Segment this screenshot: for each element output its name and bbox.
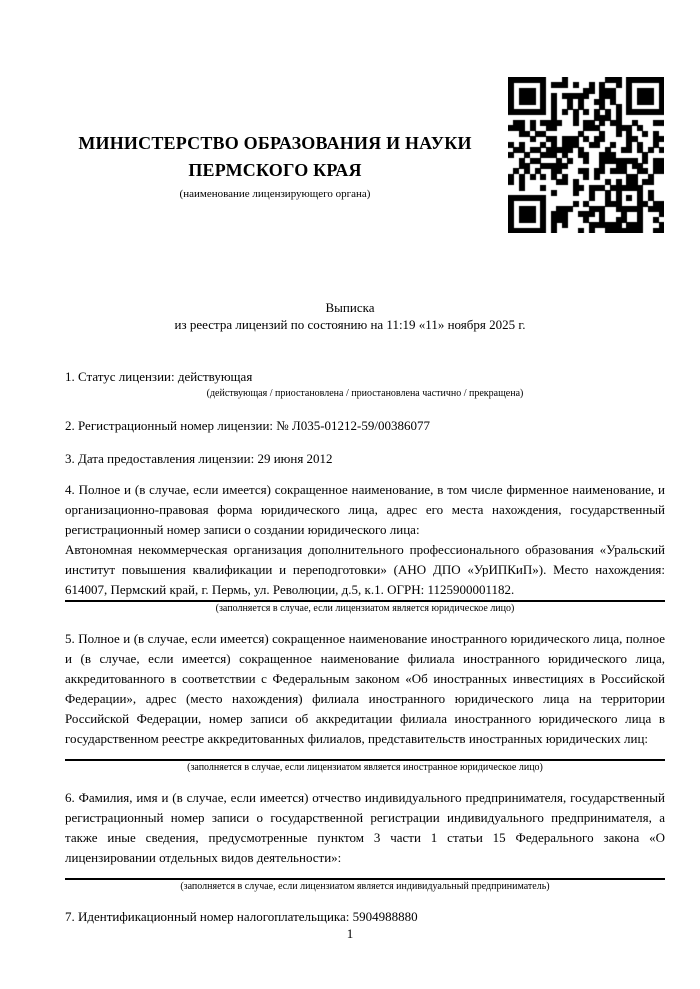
field-individual-entrepreneur-caption: (заполняется в случае, если лицензиатом является индивидуальный предприниматель) — [180, 881, 550, 892]
document-title-line2: из реестра лицензий по состоянию на 11:19 «11» ноября 2025 г. — [174, 317, 526, 332]
field-legal-entity-value: Автономная некоммерческая организация дополнительного профессионального образования «Уральский институт повышения квалификации и переподготовки» (АНО ДПО «УрИПКиП»). Место нахождения: 614007, Пермский край, г. Пермь, ул. Революции, д.5, к.1. ОГРН: 1125900001182. — [65, 542, 665, 597]
field-foreign-entity-text: 5. Полное и (в случае, если имеется) сокращенное наименование иностранного юридического лица, полное и (в случае, если имеется) сокращенное наименование филиала иностранного юридического лица, аккредитованного в соответствии с Федеральным законом «Об иностранных инвестициях в Российской Федерации», адрес (место нахождения) филиала иностранного юридического лица на территории Российской Федерации, номер записи об аккредитации филиала иностранного юридического лица в государственном реестре аккредитованных филиалов, представительств иностранных юридических лиц: — [65, 631, 665, 746]
field-registration-number — [65, 416, 665, 436]
field-individual-entrepreneur — [65, 788, 665, 893]
blank-field-space — [65, 749, 665, 759]
licensing-authority-block — [65, 77, 485, 201]
ministry-name-line2: ПЕРМСКОГО КРАЯ — [188, 160, 362, 180]
field-grant-date-text: 3. Дата предоставления лицензии: 29 июня 2012 — [65, 451, 333, 466]
blank-field-space — [65, 868, 665, 878]
letterhead — [0, 0, 700, 233]
field-license-status-caption: (действующая / приостановлена / приостановлена частично / прекращена) — [206, 388, 524, 399]
field-legal-entity-caption: (заполняется в случае, если лицензиатом является юридическое лицо) — [215, 603, 515, 614]
field-license-status-text: 1. Статус лицензии: действующая — [65, 369, 253, 384]
document-title — [0, 299, 700, 333]
field-foreign-entity-caption: (заполняется в случае, если лицензиатом является иностранное юридическое лицо) — [187, 762, 543, 773]
field-taxpayer-number — [65, 907, 665, 927]
field-legal-entity — [65, 480, 665, 615]
document-body — [65, 367, 665, 927]
page-number: 1 — [346, 926, 354, 941]
document-title-line1: Выписка — [325, 300, 375, 315]
field-legal-entity-text: 4. Полное и (в случае, если имеется) сокращенное наименование, в том числе фирменное наименование, и организационно-правовая форма юридического лица, адрес его места нахождения, государственный регистрационный номер записи о создании юридического лица: — [65, 482, 665, 537]
field-individual-entrepreneur-text: 6. Фамилия, имя и (в случае, если имеется) отчество индивидуального предпринимателя, государственный регистрационный номер записи о государственной регистрации индивидуального предпринимателя, а также иные сведения, предусмотренные пунктом 3 части 1 статьи 15 Федерального закона «О лицензировании отдельных видов деятельности»: — [65, 790, 665, 865]
field-foreign-entity — [65, 629, 665, 774]
field-taxpayer-number-text: 7. Идентификационный номер налогоплательщика: 5904988880 — [65, 909, 418, 924]
field-registration-number-text: 2. Регистрационный номер лицензии: № Л035-01212-59/00386077 — [65, 418, 431, 433]
field-license-status — [65, 367, 665, 400]
field-grant-date — [65, 449, 665, 469]
qr-code-icon — [508, 77, 664, 233]
ministry-name-line1: МИНИСТЕРСТВО ОБРАЗОВАНИЯ И НАУКИ — [78, 133, 472, 153]
ministry-caption: (наименование лицензирующего органа) — [179, 188, 371, 200]
